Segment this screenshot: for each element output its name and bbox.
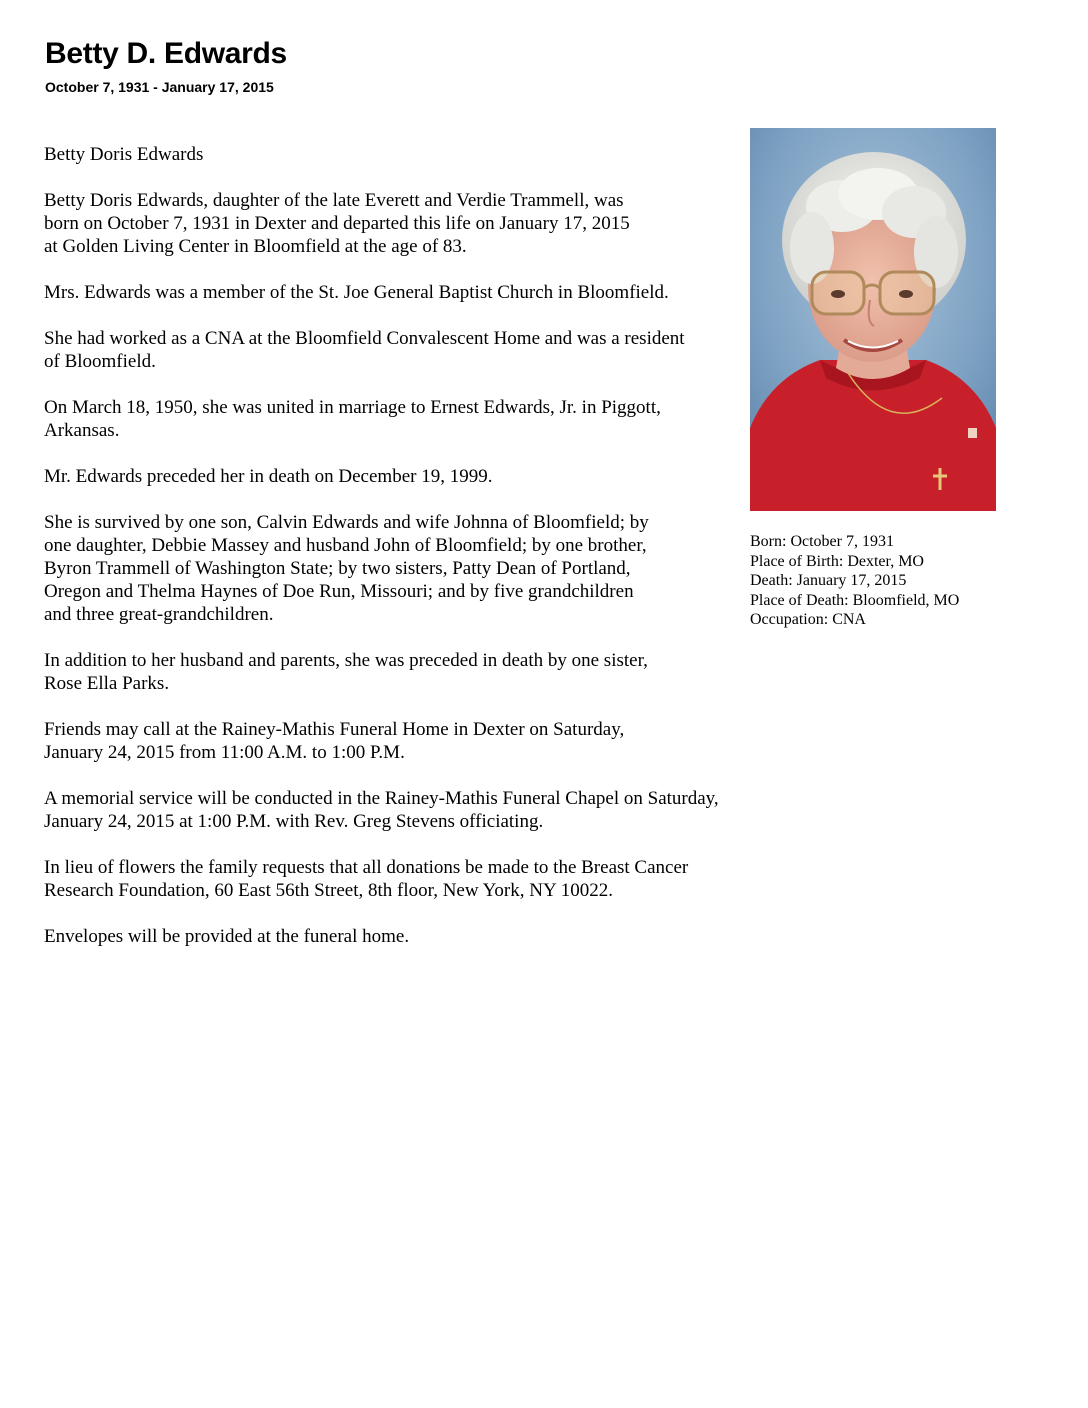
paragraph-work: She had worked as a CNA at the Bloomfield Convalescent Home and was a resident of Bloomfield. — [44, 328, 685, 372]
vital-facts — [750, 532, 1050, 630]
fact-death: Death: January 17, 2015 — [750, 572, 907, 589]
fact-occupation: Occupation: CNA — [750, 611, 866, 628]
paragraph-husband-death: Mr. Edwards preceded her in death on December 19, 1999. — [44, 466, 493, 487]
paragraph-preceded: In addition to her husband and parents, she was preceded in death by one sister, Rose Ella Parks. — [44, 650, 648, 694]
paragraph-church: Mrs. Edwards was a member of the St. Joe General Baptist Church in Bloomfield. — [44, 282, 669, 303]
fact-born: Born: October 7, 1931 — [750, 533, 894, 550]
paragraph-survivors: She is survived by one son, Calvin Edwards and wife Johnna of Bloomfield; by one daughter, Debbie Massey and husband John of Bloomfield; by one brother, Byron Trammell of Washington State; by two sisters, Patty Dean of Portland, Oregon and Thelma Haynes of Doe Run, Missouri; and by five grandchildren and three great-grandchildren. — [44, 512, 649, 625]
paragraph-full-name: Betty Doris Edwards — [44, 144, 204, 165]
paragraph-birth-death: Betty Doris Edwards, daughter of the late Everett and Verdie Trammell, was born on October 7, 1931 in Dexter and departed this life on January 17, 2015 at Golden Living Center in Bloomfield at the age of 83. — [44, 190, 630, 257]
fact-birthplace: Place of Birth: Dexter, MO — [750, 552, 924, 570]
paragraph-visitation: Friends may call at the Rainey-Mathis Funeral Home in Dexter on Saturday, January 24, 2015 from 11:00 A.M. to 1:00 P.M. — [44, 719, 625, 763]
life-dates: October 7, 1931 - January 17, 2015 — [45, 79, 274, 95]
portrait-photo — [750, 128, 996, 511]
obituary-body — [44, 143, 784, 971]
paragraph-marriage: On March 18, 1950, she was united in marriage to Ernest Edwards, Jr. in Piggott, Arkansas. — [44, 397, 661, 441]
fact-deathplace: Place of Death: Bloomfield, MO — [750, 591, 960, 609]
paragraph-envelopes: Envelopes will be provided at the funeral home. — [44, 926, 410, 947]
obituary-name: Betty D. Edwards — [45, 37, 287, 70]
portrait-illustration — [750, 128, 996, 511]
paragraph-service: A memorial service will be conducted in the Rainey-Mathis Funeral Chapel on Saturday, January 24, 2015 at 1:00 P.M. with Rev. Greg Stevens officiating. — [44, 788, 719, 832]
paragraph-donations: In lieu of flowers the family requests that all donations be made to the Breast Cancer Research Foundation, 60 East 56th Street, 8th floor, New York, NY 10022. — [44, 857, 689, 901]
